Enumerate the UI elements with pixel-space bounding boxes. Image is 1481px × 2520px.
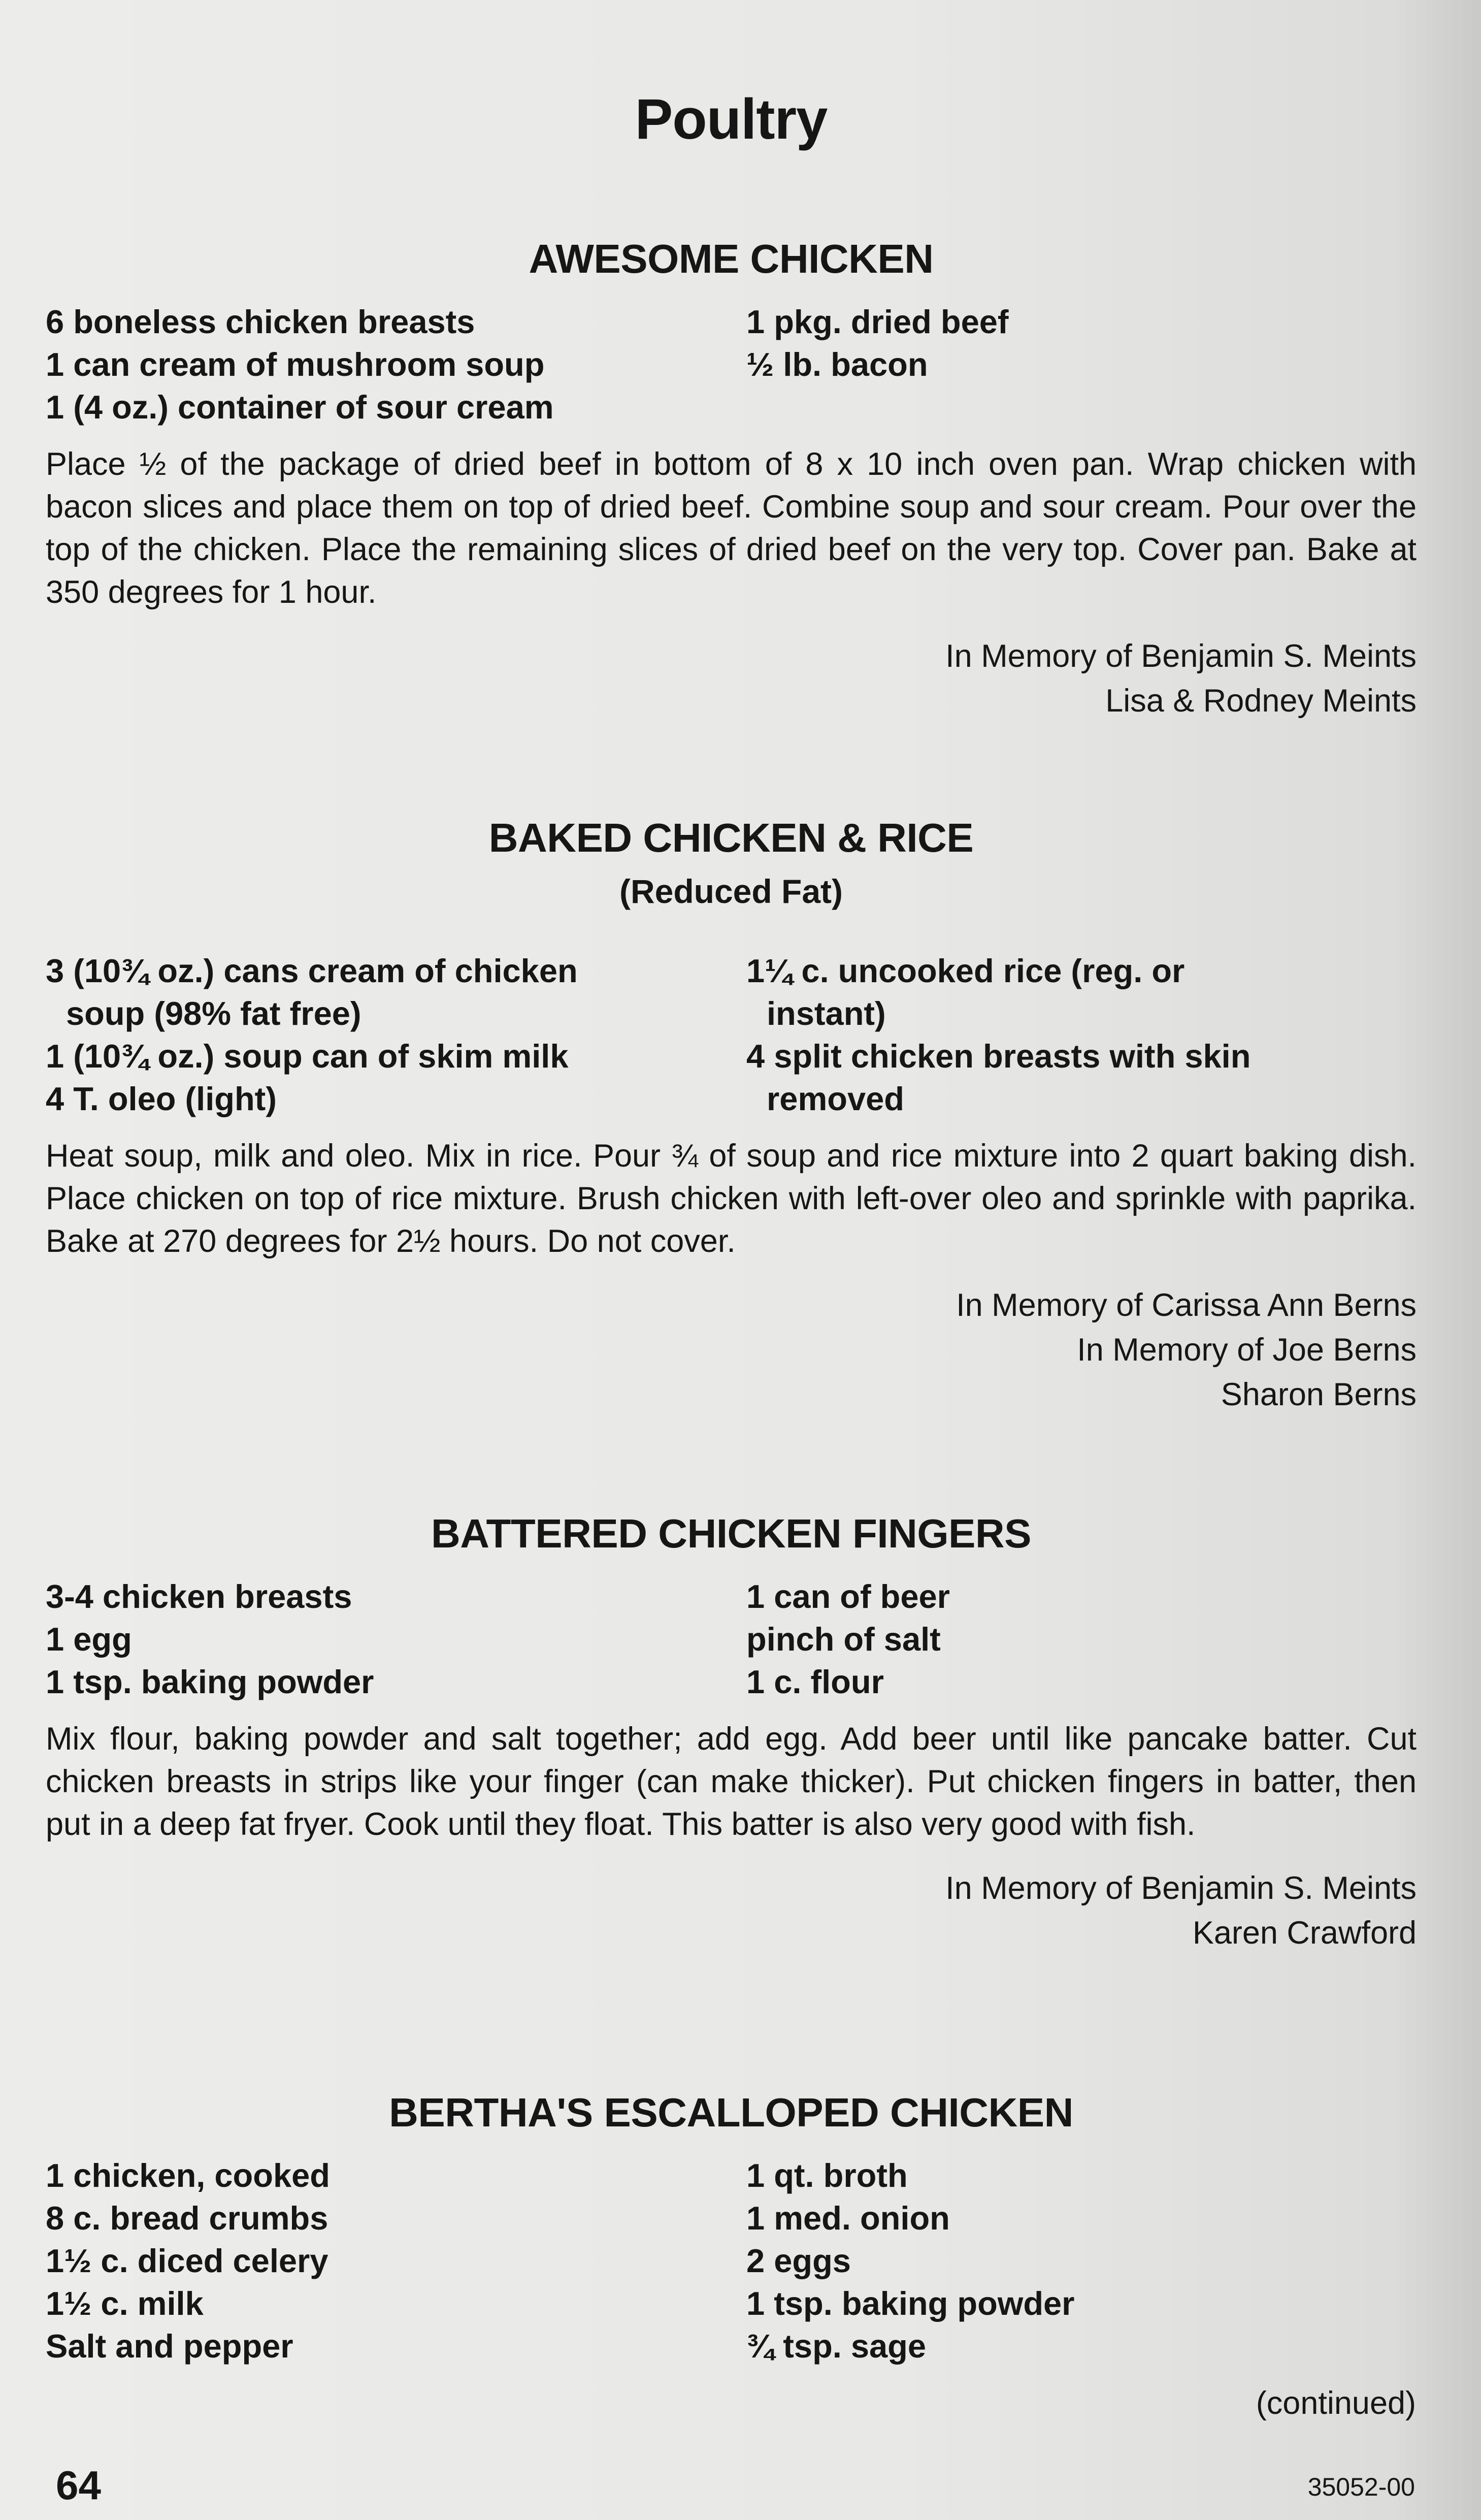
- recipe-title: BATTERED CHICKEN FINGERS: [431, 1511, 1032, 1556]
- credits: [46, 1283, 1417, 1417]
- instructions: Heat soup, milk and oleo. Mix in rice. Pour ¾ of soup and rice mixture into 2 quart baking dish. Place chicken on top of rice mixture. Brush chicken with left-over oleo and sprinkle with paprika. Bake at 270 degrees for 2½ hours. Do not cover.: [46, 1138, 1417, 1259]
- recipe-battered-chicken-fingers: [46, 1508, 1417, 1955]
- recipe-berthas-escalloped-chicken: [46, 2087, 1417, 2368]
- ingredients-right: [731, 950, 1417, 1120]
- ingredient: 1 (10¾ oz.) soup can of skim milk: [46, 1038, 569, 1075]
- book-code: 35052-00: [1307, 2473, 1415, 2501]
- ingredients: [46, 950, 1417, 1120]
- ingredient: 1 can cream of mushroom soup: [46, 346, 545, 383]
- credit-line: Karen Crawford: [1192, 1915, 1417, 1951]
- ingredients-right: [731, 301, 1417, 429]
- ingredient: 1 med. onion: [746, 2200, 950, 2237]
- ingredient: 3 (10¾ oz.) cans cream of chicken: [46, 952, 578, 989]
- ingredients: [46, 2154, 1417, 2368]
- page-number: 64: [56, 2463, 101, 2508]
- ingredient: 6 boneless chicken breasts: [46, 303, 475, 340]
- recipe-awesome-chicken: [46, 234, 1417, 723]
- ingredient: ¾ tsp. sage: [746, 2328, 927, 2365]
- ingredient: 1 tsp. baking powder: [746, 2285, 1075, 2322]
- ingredients: [46, 301, 1417, 429]
- ingredient: 3-4 chicken breasts: [46, 1578, 352, 1615]
- ingredient: pinch of salt: [746, 1621, 941, 1658]
- ingredient: 4 T. oleo (light): [46, 1080, 277, 1117]
- credits: [46, 634, 1417, 723]
- ingredients-left: [46, 1575, 731, 1703]
- ingredient: 1 can of beer: [746, 1578, 950, 1615]
- ingredient: removed: [767, 1080, 904, 1117]
- ingredients-left: [46, 2154, 731, 2368]
- continued-note: (continued): [1256, 2385, 1416, 2421]
- credit-line: Sharon Berns: [1221, 1377, 1417, 1412]
- section-title: Poultry: [635, 87, 828, 151]
- ingredient: 1 tsp. baking powder: [46, 1663, 374, 1700]
- recipe-title: BAKED CHICKEN & RICE: [488, 815, 974, 860]
- credit-line: In Memory of Benjamin S. Meints: [945, 1870, 1417, 1906]
- ingredient: ½ lb. bacon: [746, 346, 928, 383]
- ingredient: instant): [767, 995, 886, 1032]
- ingredient: Salt and pepper: [46, 2328, 293, 2365]
- ingredients: [46, 1575, 1417, 1703]
- ingredient: 1 qt. broth: [746, 2157, 908, 2194]
- credit-line: In Memory of Benjamin S. Meints: [945, 638, 1417, 674]
- ingredient: 1 c. flour: [746, 1663, 884, 1700]
- credit-line: Lisa & Rodney Meints: [1105, 683, 1417, 719]
- ingredient: 4 split chicken breasts with skin: [746, 1038, 1251, 1075]
- credit-line: In Memory of Carissa Ann Berns: [956, 1287, 1417, 1323]
- ingredients-right: [731, 2154, 1417, 2368]
- ingredients-left: [46, 950, 731, 1120]
- ingredients-left: [46, 301, 731, 429]
- ingredient: 1 (4 oz.) container of sour cream: [46, 389, 554, 426]
- credit-line: In Memory of Joe Berns: [1077, 1332, 1417, 1368]
- instructions: Place ½ of the package of dried beef in bottom of 8 x 10 inch oven pan. Wrap chicken with bacon slices and place them on top of dried beef. Combine soup and sour cream. Pour over the top of the chicken. Place the remaining slices of dried beef on the very top. Cover pan. Bake at 350 degrees for 1 hour.: [46, 446, 1417, 610]
- recipe-title: AWESOME CHICKEN: [529, 236, 934, 281]
- ingredient: soup (98% fat free): [66, 995, 361, 1032]
- ingredient: 8 c. bread crumbs: [46, 2200, 328, 2237]
- recipe-baked-chicken-rice: [46, 813, 1417, 1417]
- recipe-subtitle: (Reduced Fat): [619, 873, 843, 910]
- ingredients-right: [731, 1575, 1417, 1703]
- ingredient: 1½ c. diced celery: [46, 2242, 328, 2279]
- ingredient: 1 pkg. dried beef: [746, 303, 1009, 340]
- ingredient: 1 egg: [46, 1621, 132, 1658]
- ingredient: 1 chicken, cooked: [46, 2157, 330, 2194]
- ingredient: 1¼ c. uncooked rice (reg. or: [746, 952, 1185, 989]
- ingredient: 2 eggs: [746, 2242, 851, 2279]
- credits: [46, 1866, 1417, 1955]
- recipe-title: BERTHA'S ESCALLOPED CHICKEN: [389, 2090, 1073, 2135]
- ingredient: 1½ c. milk: [46, 2285, 204, 2322]
- instructions: Mix flour, baking powder and salt together; add egg. Add beer until like pancake batter. Cut chicken breasts in strips like your finger (can make thicker). Put chicken fingers in batter, then put in a deep fat fryer. Cook until they float. This batter is also very good with fish.: [46, 1721, 1417, 1842]
